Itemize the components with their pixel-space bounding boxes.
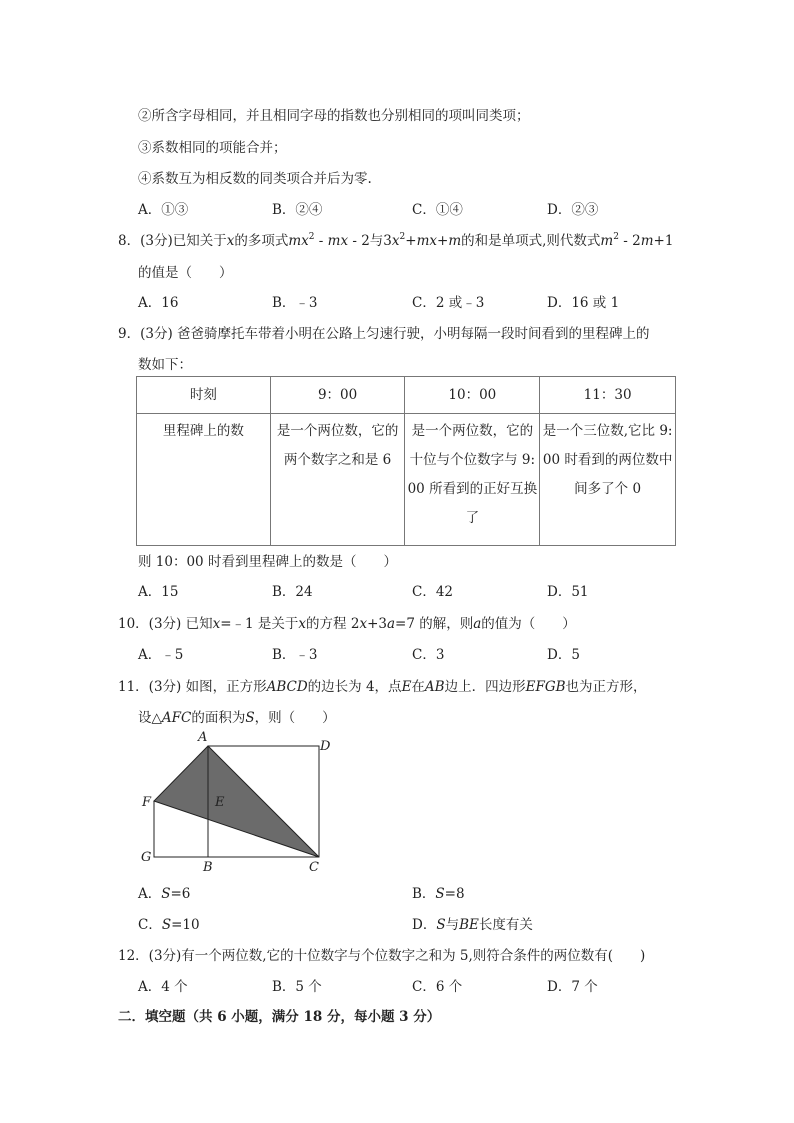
q10-option-d[interactable]: D．5 xyxy=(547,647,580,663)
label-c: C xyxy=(309,860,319,875)
q11-option-d[interactable]: D．S与BE长度有关 xyxy=(412,917,533,933)
label-b: B xyxy=(203,860,213,875)
q7-statement-3: ③系数相同的项能合并； xyxy=(138,140,287,156)
label-f: F xyxy=(142,795,152,810)
shaded-triangle-afc xyxy=(154,746,319,857)
header-cell-9: 9：00 xyxy=(270,377,405,414)
q11-stem-line2: 设△AFC的面积为S，则（ ） xyxy=(138,710,336,726)
q11-option-b[interactable]: B．S=8 xyxy=(412,886,465,902)
q11-stem: 11．(3分) 如图，正方形ABCD的边长为 4，点E在AB边上．四边形EFGB也为正方形， xyxy=(118,679,647,695)
q12-option-d[interactable]: D．7 个 xyxy=(547,979,598,995)
q9-question: 则 10：00 时看到里程碑上的数是（ ） xyxy=(138,554,397,570)
q7-option-d[interactable]: D．②③ xyxy=(547,202,599,218)
q9-option-d[interactable]: D．51 xyxy=(547,584,589,600)
q12-option-a[interactable]: A．4 个 xyxy=(138,979,188,995)
q9-stem: 9．(3分) 爸爸骑摩托车带着小明在公路上匀速行驶，小明每隔一段时间看到的里程碑上的 xyxy=(118,326,650,342)
square-figure xyxy=(135,728,340,876)
q11-option-a[interactable]: A．S=6 xyxy=(138,886,191,902)
section-heading-fill-in: 二．填空题（共 6 小题，满分 18 分，每小题 3 分） xyxy=(118,1009,441,1025)
q7-option-b[interactable]: B．②④ xyxy=(272,202,323,218)
q9-option-a[interactable]: A．15 xyxy=(138,584,179,600)
milestone-table xyxy=(136,376,676,546)
table-row xyxy=(137,414,676,546)
q12-option-b[interactable]: B．5 个 xyxy=(272,979,322,995)
q7-option-c[interactable]: C．①④ xyxy=(412,202,463,218)
q10-stem: 10．(3分) 已知x=﹣1 是关于x的方程 2x+3a=7 的解，则a的值为（ ） xyxy=(118,616,576,632)
label-g: G xyxy=(141,850,152,865)
q9-stem-line2: 数如下： xyxy=(138,357,192,373)
q8-option-a[interactable]: A．16 xyxy=(138,295,179,311)
q8-option-c[interactable]: C．2 或﹣3 xyxy=(412,295,485,311)
q7-statement-4: ④系数互为相反数的同类项合并后为零. xyxy=(138,171,372,187)
header-cell-1130: 11：30 xyxy=(540,377,676,414)
q11-option-c[interactable]: C．S=10 xyxy=(138,917,200,933)
q12-option-c[interactable]: C．6 个 xyxy=(412,979,463,995)
q8-option-d[interactable]: D．16 或 1 xyxy=(547,295,620,311)
q8-stem-line2: 的值是（ ） xyxy=(138,265,233,281)
q7-option-a[interactable]: A．①③ xyxy=(138,202,189,218)
q8-option-b[interactable]: B．﹣3 xyxy=(272,295,318,311)
q10-option-c[interactable]: C．3 xyxy=(412,647,445,663)
header-cell-time: 时刻 xyxy=(137,377,271,414)
q10-option-a[interactable]: A．﹣5 xyxy=(138,647,184,663)
q9-option-c[interactable]: C．42 xyxy=(412,584,454,600)
q7-statement-2: ②所含字母相同，并且相同字母的指数也分别相同的项叫同类项； xyxy=(138,108,530,124)
q12-stem: 12．(3分)有一个两位数,它的十位数字与个位数字之和为 5,则符合条件的两位数有( ) xyxy=(118,948,646,964)
q8-stem: 8．(3分)已知关于x的多项式$mx^2$ - mx - 2与$3x^2+mx+m$的和是单项式,则代数式$m^2 - 2m+1$ xyxy=(118,232,674,249)
label-e: E xyxy=(215,795,225,810)
cell-10: 是一个两位数，它的 十位与个位数字与 9: 00 所看到的正好互换 了 xyxy=(405,414,540,546)
q9-option-b[interactable]: B．24 xyxy=(272,584,313,600)
label-d: D xyxy=(320,739,331,754)
row-label-cell: 里程碑上的数 xyxy=(137,414,271,546)
label-a: A xyxy=(198,730,208,745)
q10-option-b[interactable]: B．﹣3 xyxy=(272,647,318,663)
table-header-row xyxy=(137,377,676,414)
cell-9: 是一个两位数，它的 两个数字之和是 6 xyxy=(270,414,405,546)
cell-1130: 是一个三位数,它比 9: 00 时看到的两位数中 间多了个 0 xyxy=(540,414,676,546)
header-cell-10: 10：00 xyxy=(405,377,540,414)
